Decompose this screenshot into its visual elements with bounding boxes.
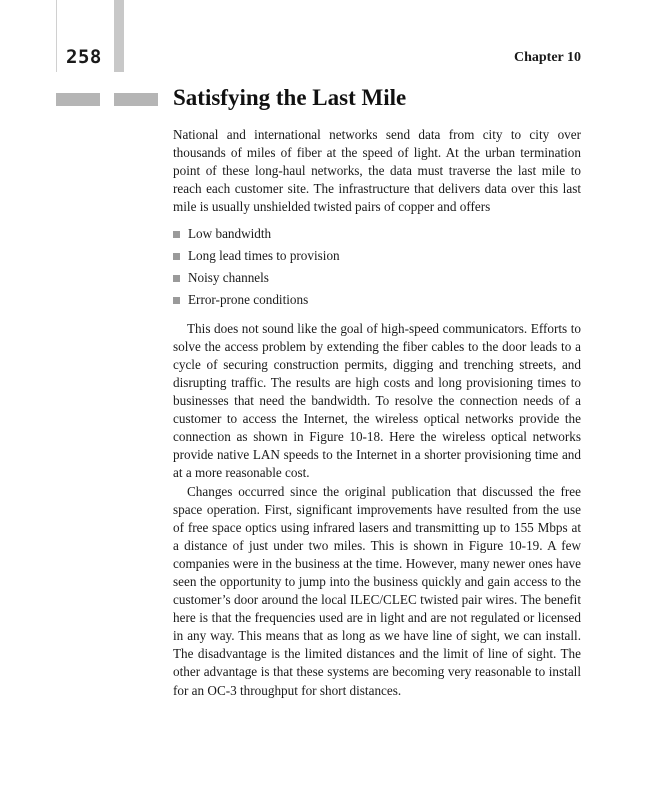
square-bullet-icon — [173, 253, 180, 260]
list-item — [173, 289, 581, 311]
list-item — [173, 245, 581, 267]
list-item — [173, 267, 581, 289]
body-paragraph: Changes occurred since the original publication that discussed the free space operation. First, significant improvements have resulted from the use of free space optics using infrared lasers and transmitting up to 155 Mbps at a distance of just under two miles. This is shown in Figure 10-19. A few companies were in the business at the time. However, many newer ones have seen the opportunity to jump into the business quickly and gain access to the customer’s door around the local ILEC/CLEC twisted pair wires. The benefit here is that the frequencies used are in light and are not regulated or licensed in any way. This means that as long as we have line of sight, we can install. The disadvantage is the limited distances and the limit of line of sight. The other advantage is that these systems are becoming very reasonable to install for an OC-3 throughput for short distances. — [173, 483, 581, 698]
heading-decoration-bar — [56, 93, 100, 106]
bullet-list — [173, 223, 581, 310]
list-item-text: Low bandwidth — [188, 226, 272, 242]
section-heading: Satisfying the Last Mile — [173, 85, 407, 110]
page-number: 258 — [66, 46, 102, 68]
body-text — [173, 126, 581, 700]
intro-paragraph: National and international networks send data from city to city over thousands of miles of fiber at the speed of light. At the urban termination point of these long-haul networks, the data must traverse the last mile to reach each customer site. The infrastructure that delivers data over this last mile is usually unshielded twisted pairs of copper and offers — [173, 127, 581, 215]
heading-decoration-bar — [114, 93, 158, 106]
square-bullet-icon — [173, 297, 180, 304]
square-bullet-icon — [173, 275, 180, 282]
square-bullet-icon — [173, 231, 180, 238]
running-header-chapter: Chapter 10 — [513, 50, 581, 65]
list-item-text: Noisy channels — [188, 270, 269, 286]
list-item-text: Long lead times to provision — [188, 248, 340, 264]
list-item-text: Error-prone conditions — [188, 291, 309, 307]
list-item — [173, 223, 581, 245]
body-paragraph: This does not sound like the goal of high-speed communicators. Efforts to solve the access problem by extending the fiber cables to the door leads to a cycle of securing construction permits, digging and trenching streets, and disrupting traffic. The results are high costs and long provisioning times to businesses that need the bandwidth. To resolve the connection needs of a customer to access the Internet, the wireless optical networks provide the connection as shown in Figure 10-18. Here the wireless optical networks provide native LAN speeds to the Internet in a shorter provisioning time and at a more reasonable cost. — [173, 320, 581, 481]
page-number-tab-bar — [114, 0, 124, 72]
